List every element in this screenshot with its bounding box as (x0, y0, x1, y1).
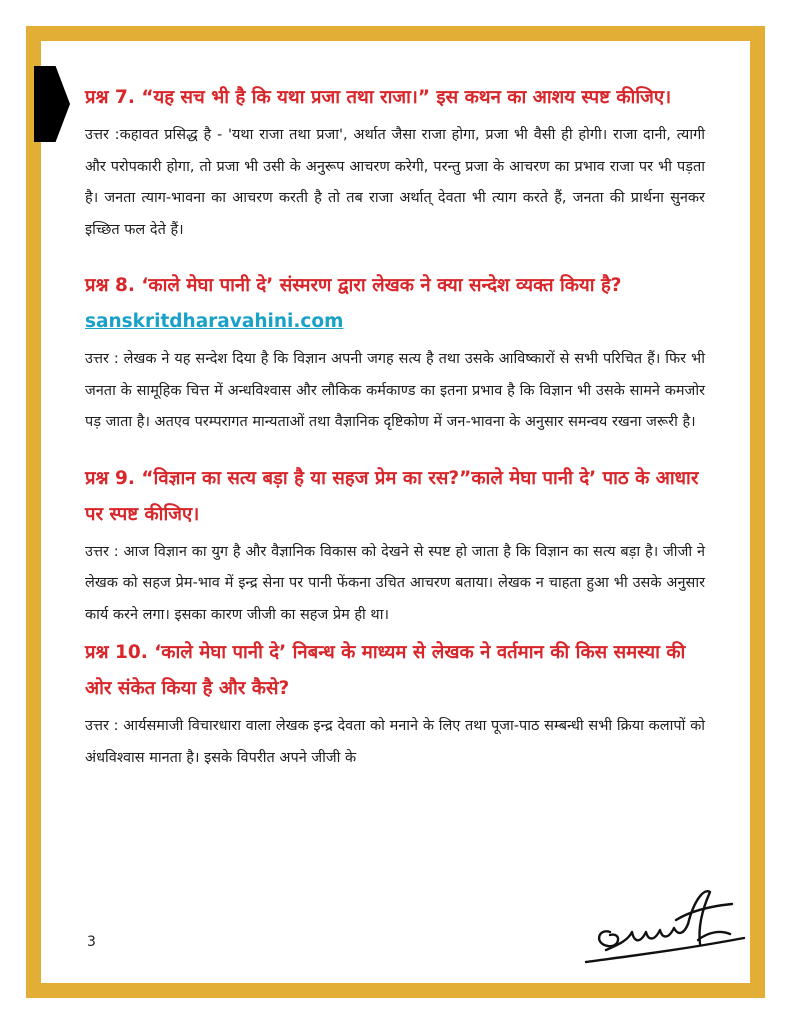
question-9: प्रश्न 9. “विज्ञान का सत्य बड़ा है या सहज प्रेम का रस?”काले मेघा पानी दे’ पाठ के आधार पर स्पष्ट कीजिए। (85, 467, 699, 525)
answer-10: उत्तर : आर्यसमाजी विचारधारा वाला लेखक इन्द्र देवता को मनाने के लिए तथा पूजा-पाठ सम्बन्धी सभी क्रिया कलापों को अंधविश्वास मानता है। इसके विपरीत अपने जीजी के (85, 718, 705, 766)
answer-9: उत्तर : आज विज्ञान का युग है और वैज्ञानिक विकास को देखने से स्पष्ट हो जाता है कि विज्ञान का सत्य बड़ा है। जीजी ने लेखक को सहज प्रेम-भाव में इन्द्र सेना पर पानी फेंकना उचित आचरण बताया। लेखक न चाहता हुआ भी उसके अनुसार कार्य करने लगा। इसका कारण जीजी का सहज प्रेम ही था। (85, 543, 705, 623)
answer-7: उत्तर :कहावत प्रसिद्ध है - 'यथा राजा तथा प्रजा', अर्थात जैसा राजा होगा, प्रजा भी वैसी ही होगी। राजा दानी, त्यागी और परोपकारी होगा, तो प्रजा भी उसी के अनुरूप आचरण करेगी, परन्तु प्रजा के आचरण का प्रभाव राजा पर भी पड़ता है। जनता त्याग-भावना का आचरण करती है तो तब राजा अर्थात् देवता भी त्याग करते हैं, जनता की प्रार्थना सुनकर इच्छित फल देते हैं। (85, 127, 705, 238)
website-link[interactable]: sanskritdharavahini.com (85, 311, 344, 332)
page-number: 3 (87, 934, 96, 950)
answer-8: उत्तर : लेखक ने यह सन्देश दिया है कि विज्ञान अपनी जगह सत्य है तथा उसके आविष्कारों से सभी परिचित हैं। फिर भी जनता के सामूहिक चित्त में अन्धविश्वास और लौकिक कर्मकाण्ड का इतना प्रभाव है कि विज्ञान भी उसके सामने कमजोर पड़ जाता है। अतएव परम्परागत मान्यताओं तथा वैज्ञानिक दृष्टिकोण में जन-भावना के अनुसार समन्वय रखना जरूरी है। (85, 351, 706, 430)
question-8-text: प्रश्न 8. ‘काले मेघा पानी दे’ संस्मरण द्वारा लेखक ने क्या सन्देश व्यक्त किया है? (85, 275, 622, 296)
question-8 (85, 268, 705, 340)
signature-image (580, 880, 750, 970)
question-7: प्रश्न 7. “यह सच भी है कि यथा प्रजा तथा राजा।” इस कथन का आशय स्पष्ट कीजिए। (85, 87, 672, 108)
content-area (85, 80, 705, 774)
question-10: प्रश्न 10. ‘काले मेघा पानी दे’ निबन्ध के माध्यम से लेखक ने वर्तमान की किस समस्या की ओर संकेत किया है और कैसे? (85, 642, 686, 699)
